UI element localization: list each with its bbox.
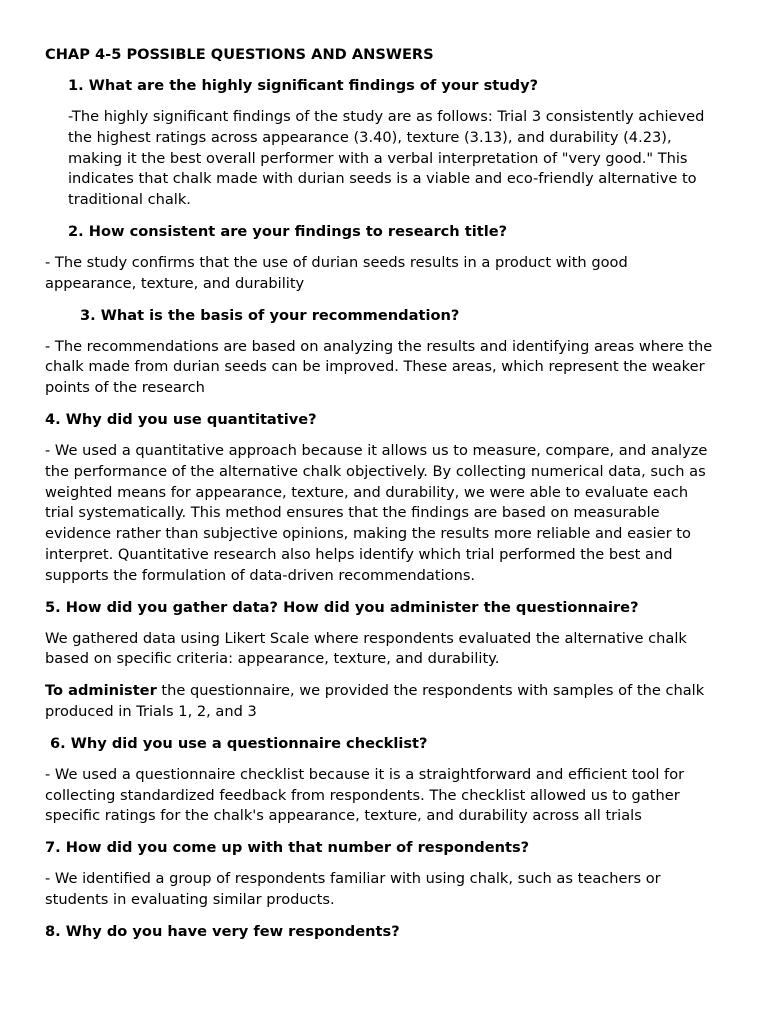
- question-7: 7. How did you come up with that number of respondents?: [45, 839, 530, 857]
- answer-1: -The highly significant findings of the study are as follows: Trial 3 consistently achieved the highest ratings across appearance (3.40), texture (3.13), and durability (4.23), making it the best overall performer with a verbal interpretation of "very good." This indicates that chalk made with durian seeds is a viable and eco-friendly alternative to traditional chalk.: [68, 108, 705, 209]
- question-1: 1. What are the highly significant findings of your study?: [68, 77, 539, 94]
- answer-2: - The study confirms that the use of durian seeds results in a product with good appearance, texture, and durability: [45, 253, 628, 292]
- question-3: 3. What is the basis of your recommendation?: [80, 306, 460, 324]
- answer-4: - We used a quantitative approach because it allows us to measure, compare, and analyze the performance of the alternative chalk objectively. By collecting numerical data, such as weighted means for appearance, texture, and durability, we were able to evaluate each trial systematically. This method ensures that the findings are based on measurable evidence rather than subjective opinions, making the results more reliable and easier to interpret. Quantitative research also helps identify which trial performed the best and supports the formulation of data-driven recommendations.: [45, 441, 708, 584]
- question-4: 4. Why did you use quantitative?: [45, 410, 317, 428]
- question-5: 5. How did you gather data? How did you administer the questionnaire?: [45, 598, 639, 616]
- answer-6: - We used a questionnaire checklist because it is a straightforward and efficient tool for collecting standardized feedback from respondents. The checklist allowed us to gather specific ratings for the chalk's appearance, texture, and durability across all trials: [45, 765, 685, 825]
- document-title: CHAP 4-5 POSSIBLE QUESTIONS AND ANSWERS: [45, 46, 434, 63]
- answer-3: - The recommendations are based on analyzing the results and identifying areas where the chalk made from durian seeds can be improved. These areas, which represent the weaker points of the research: [45, 337, 713, 397]
- answer-5-administer: [45, 681, 716, 723]
- administer-lead: To administer: [45, 682, 157, 700]
- administer-text: the questionnaire, we provided the respondents with samples of the chalk produced in Trials 1, 2, and 3: [45, 682, 705, 720]
- question-2: 2. How consistent are your findings to research title?: [68, 222, 508, 240]
- question-6: 6. Why did you use a questionnaire checklist?: [50, 734, 428, 752]
- answer-7: - We identified a group of respondents familiar with using chalk, such as teachers or students in evaluating similar products.: [45, 870, 661, 908]
- question-8: 8. Why do you have very few respondents?: [45, 922, 400, 940]
- answer-5: We gathered data using Likert Scale where respondents evaluated the alternative chalk based on specific criteria: appearance, texture, and durability.: [45, 629, 687, 668]
